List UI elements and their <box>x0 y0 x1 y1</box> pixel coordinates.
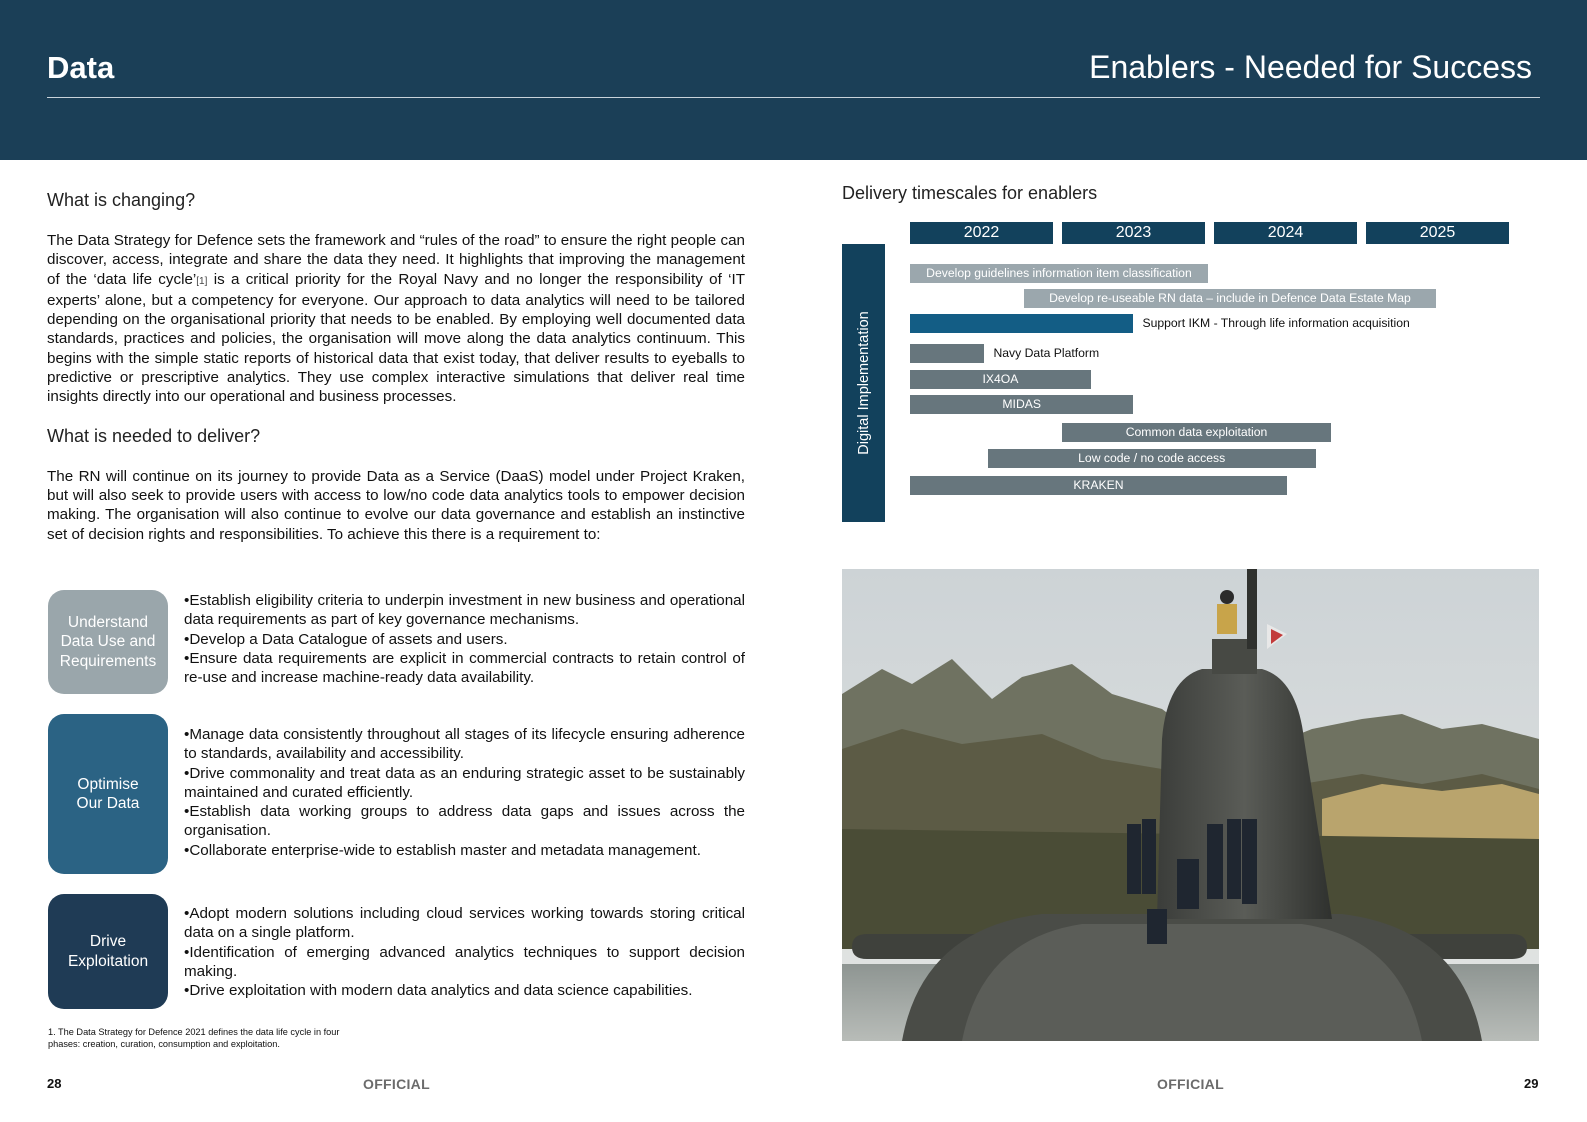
requirement-text <box>184 591 745 687</box>
task-label: Navy Data Platform <box>993 346 1100 360</box>
page-number-right: 29 <box>1524 1076 1539 1091</box>
year-header-2024: 2024 <box>1214 222 1357 244</box>
requirement-item: •Adopt modern solutions including cloud services working towards storing critical data on a single platform. <box>184 905 745 942</box>
requirement-item: •Ensure data requirements are explicit in commercial contracts to retain control of re-use and increase machine-ready data availability. <box>184 649 745 687</box>
task-bar: MIDAS <box>910 395 1133 414</box>
section-title: Data <box>47 50 115 85</box>
task-bar: Develop re-useable RN data – include in Defence Data Estate Map <box>1024 289 1436 308</box>
requirement-item: •Drive exploitation with modern data analytics and data science capabilities. <box>184 982 693 1000</box>
year-header-2025: 2025 <box>1366 222 1509 244</box>
requirement-text <box>184 904 745 1000</box>
what-changing-text-1: The Data Strategy for Defence sets the framework and “rules of the road” to ensure the right people can discover, access, integrate and share the data they need. It highlights that improving the management of the ‘data life cycle’ <box>47 232 745 288</box>
submarine-photo <box>842 569 1539 1041</box>
requirement-item: •Manage data consistently throughout all stages of its lifecycle ensuring adherence to standards, availability and accessibility. <box>184 726 745 763</box>
requirement-item: •Establish eligibility criteria to underpin investment in new business and operational data requirements as part of key governance mechanisms. <box>184 592 745 629</box>
task-bar: Develop guidelines information item classification <box>910 264 1208 283</box>
task-bar: Low code / no code access <box>988 449 1316 468</box>
requirement-item: •Develop a Data Catalogue of assets and users. <box>184 630 508 648</box>
task-bar: KRAKEN <box>910 476 1287 495</box>
classification-left: OFFICIAL <box>363 1076 430 1092</box>
footnote: 1. The Data Strategy for Defence 2021 defines the data life cycle in four phases: creation, curation, consumption and exploitation. <box>48 1027 340 1049</box>
page-title: Enablers - Needed for Success <box>1089 49 1532 85</box>
header-divider <box>47 97 1540 98</box>
what-needed-paragraph: The RN will continue on its journey to provide Data as a Service (DaaS) model under Project Kraken, but will also seek to provide users with access to low/no code data analytics tools to empower decision making. The organisation will also continue to evolve our data governance and establish an instinctive set of decision rights and responsibilities. To achieve this there is a requirement to: <box>47 467 745 543</box>
task-bar <box>910 344 984 363</box>
what-changing-paragraph <box>47 231 745 407</box>
what-changing-text-2: is a critical priority for the Royal Navy and no longer the responsibility of ‘IT experts’ alone, but a competency for everyone. Our approach to data analytics will need to be tailored depending on the organisational priority that needs to be enabled. By employing well documented data standards, practices and policies, the organisation will move along the data analytics continuum. This begins with the simple static reports of historical data that exist today, that deliver results to eyeballs to predictive or prescriptive analytics. They use complex interactive simulations that deliver real time insights directly into our operational and business processes. <box>47 270 745 406</box>
year-header-2023: 2023 <box>1062 222 1205 244</box>
footnote-reference[interactable]: [1] <box>196 275 208 287</box>
what-needed-heading: What is needed to deliver? <box>47 425 261 446</box>
delivery-timeline-chart <box>842 218 1542 528</box>
task-bar: IX4OA <box>910 370 1091 389</box>
year-header-2022: 2022 <box>910 222 1053 244</box>
requirement-text <box>184 725 745 860</box>
requirement-item: •Establish data working groups to address data gaps and issues across the organisation. <box>184 803 745 840</box>
requirement-block-drive <box>48 894 745 1009</box>
what-changing-heading: What is changing? <box>47 190 196 210</box>
page-number-left: 28 <box>47 1076 62 1091</box>
requirement-item: •Identification of emerging advanced analytics techniques to support decision making. <box>184 943 745 980</box>
y-axis-label: Digital Implementation <box>855 311 872 455</box>
classification-right: OFFICIAL <box>1157 1076 1224 1092</box>
requirement-item: •Collaborate enterprise-wide to establish master and metadata management. <box>184 841 701 859</box>
requirement-badge: Understand Data Use and Requirements <box>48 590 168 694</box>
requirement-item: •Drive commonality and treat data as an enduring strategic asset to be sustainably maintained and curated efficiently. <box>184 764 745 801</box>
task-label: Support IKM - Through life information acquisition <box>1142 316 1410 330</box>
task-bar <box>910 314 1133 333</box>
requirement-block-optimise <box>48 714 745 874</box>
left-column <box>47 188 745 544</box>
chart-title: Delivery timescales for enablers <box>842 183 1098 203</box>
page-header <box>0 0 1587 160</box>
task-bar: Common data exploitation <box>1062 423 1331 442</box>
chart-side-label <box>842 244 885 522</box>
requirement-block-understand <box>48 590 745 694</box>
requirement-badge: Drive Exploitation <box>48 894 168 1009</box>
requirement-badge: Optimise Our Data <box>48 714 168 874</box>
